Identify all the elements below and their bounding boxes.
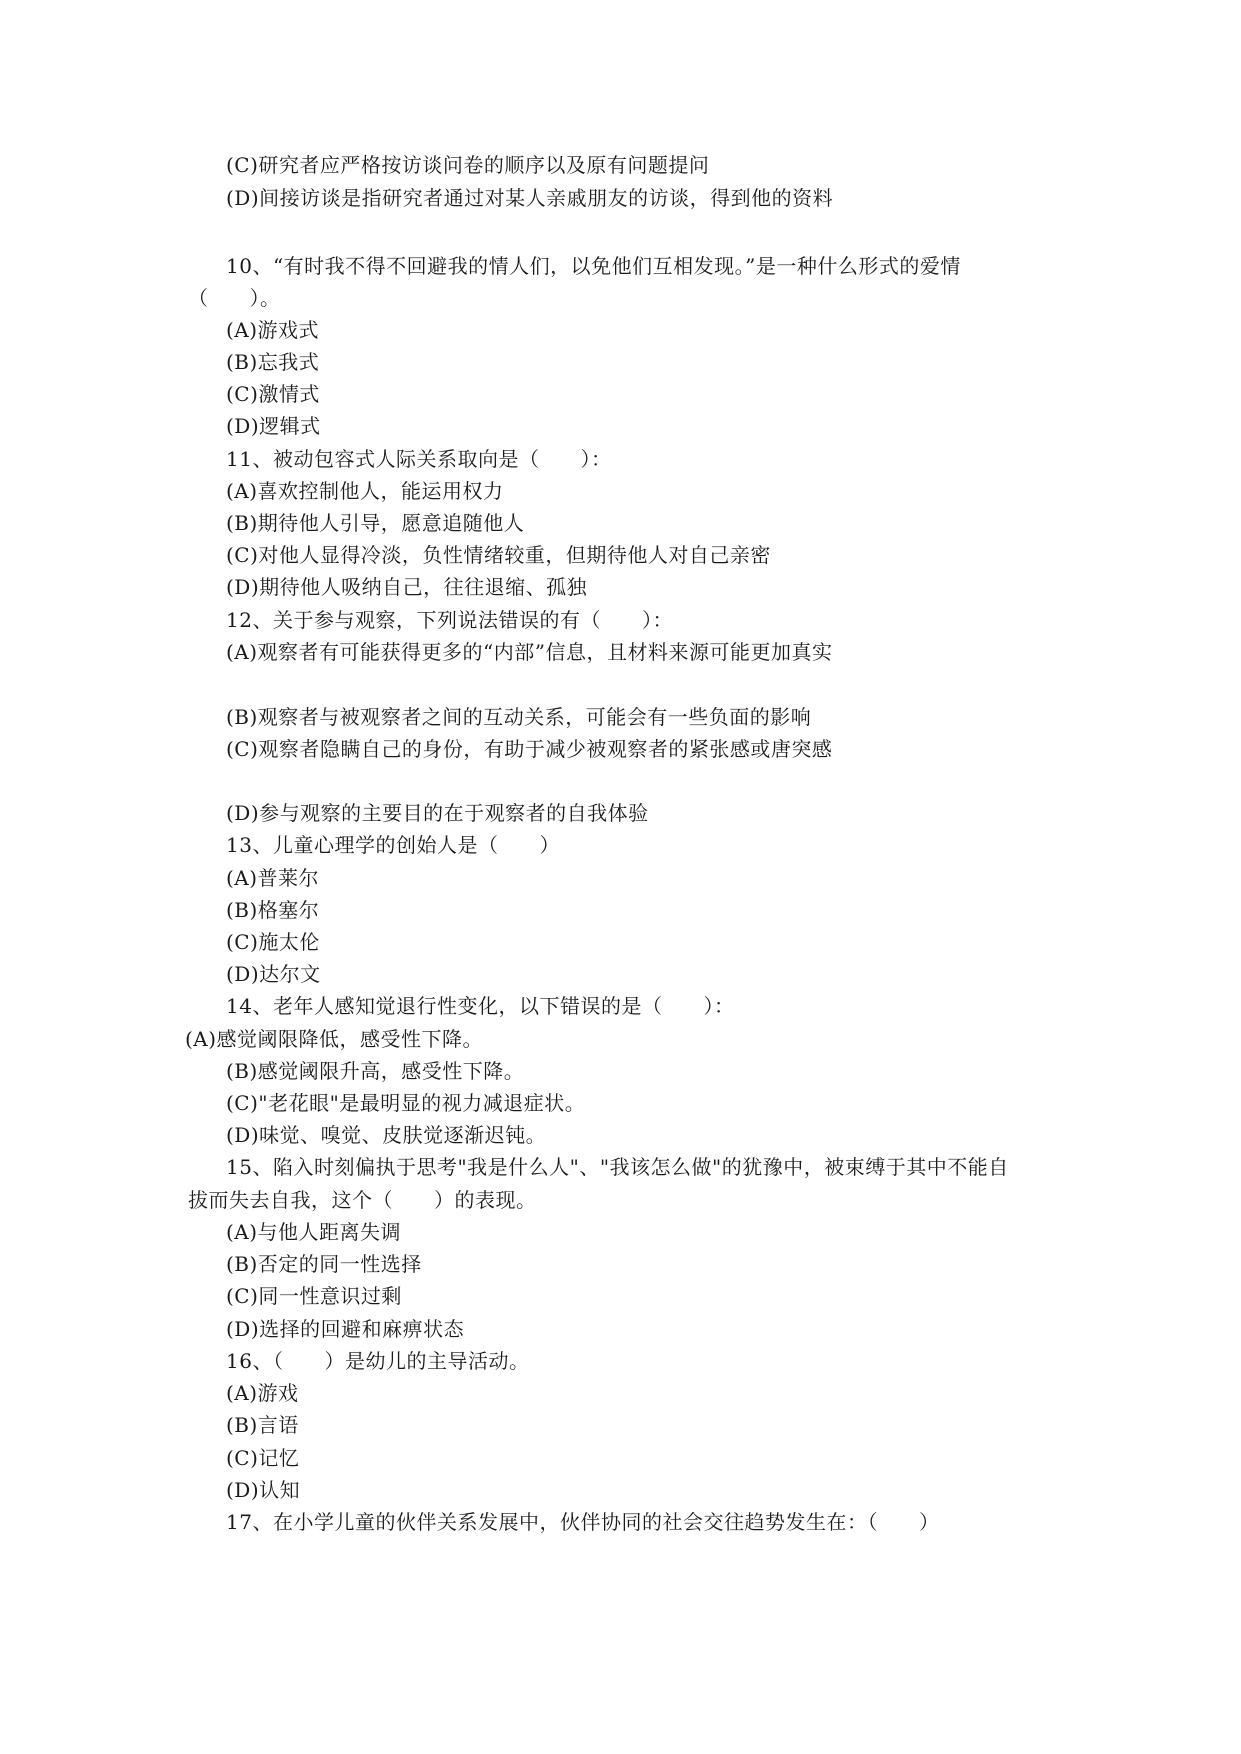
- option-10a: (A)游戏式: [226, 318, 320, 342]
- option-12d: (D)参与观察的主要目的在于观察者的自我体验: [226, 801, 649, 825]
- option-15a: (A)与他人距离失调: [226, 1220, 402, 1244]
- question-12: 12、关于参与观察，下列说法错误的有（ ）：: [226, 608, 673, 632]
- option-11d: (D)期待他人吸纳自己，往往退缩、孤独: [226, 575, 588, 599]
- option-15c: (C)同一性意识过剩: [226, 1284, 402, 1308]
- question-10: 10、“有时我不得不回避我的情人们，以免他们互相发现。”是一种什么形式的爱情: [226, 254, 961, 278]
- option-16d: (D)认知: [226, 1478, 301, 1502]
- option-13b: (B)格塞尔: [226, 898, 320, 922]
- option-16a: (A)游戏: [226, 1381, 299, 1405]
- option-13d: (D)达尔文: [226, 962, 321, 986]
- option-10d: (D)逻辑式: [226, 414, 321, 438]
- option-9d: (D)间接访谈是指研究者通过对某人亲戚朋友的访谈，得到他的资料: [226, 186, 834, 210]
- option-13c: (C)施太伦: [226, 930, 320, 954]
- question-11: 11、被动包容式人际关系取向是（ ）：: [226, 447, 612, 471]
- question-16: 16、（ ）是幼儿的主导活动。: [226, 1349, 530, 1373]
- option-14c: (C)"老花眼"是最明显的视力减退症状。: [226, 1091, 586, 1115]
- option-12c: (C)观察者隐瞒自己的身份，有助于减少被观察者的紧张感或唐突感: [226, 737, 833, 761]
- option-11a: (A)喜欢控制他人，能运用权力: [226, 479, 504, 503]
- option-10c: (C)激情式: [226, 382, 320, 406]
- option-10b: (B)忘我式: [226, 350, 320, 374]
- option-16c: (C)记忆: [226, 1446, 300, 1470]
- question-15: 15、陷入时刻偏执于思考"我是什么人"、"我该怎么做"的犹豫中，被束缚于其中不能自: [226, 1155, 1009, 1179]
- question-10-continued: （ ）。: [188, 286, 281, 310]
- question-14: 14、老年人感知觉退行性变化，以下错误的是（ ）：: [226, 994, 735, 1018]
- option-15d: (D)选择的回避和麻痹状态: [226, 1317, 465, 1341]
- option-14d: (D)味觉、嗅觉、皮肤觉逐渐迟钝。: [226, 1123, 547, 1147]
- option-16b: (B)言语: [226, 1413, 299, 1437]
- option-14b: (B)感觉阈限升高，感受性下降。: [226, 1059, 525, 1083]
- option-15b: (B)否定的同一性选择: [226, 1252, 422, 1276]
- question-17: 17、在小学儿童的伙伴关系发展中，伙伴协同的社会交往趋势发生在：（ ）: [226, 1510, 940, 1534]
- option-11b: (B)期待他人引导，愿意追随他人: [226, 511, 525, 535]
- question-15-continued: 拔而失去自我，这个（ ）的表现。: [188, 1188, 537, 1212]
- option-14a: (A)感觉阈限降低，感受性下降。: [185, 1027, 484, 1051]
- option-12a: (A)观察者有可能获得更多的“内部”信息，且材料来源可能更加真实: [226, 640, 833, 664]
- option-11c: (C)对他人显得冷淡，负性情绪较重，但期待他人对自己亲密: [226, 543, 771, 567]
- question-13: 13、儿童心理学的创始人是（ ）: [226, 833, 560, 857]
- option-12b: (B)观察者与被观察者之间的互动关系，可能会有一些负面的影响: [226, 705, 812, 729]
- option-9c: (C)研究者应严格按访谈问卷的顺序以及原有问题提问: [226, 153, 710, 177]
- option-13a: (A)普莱尔: [226, 866, 320, 890]
